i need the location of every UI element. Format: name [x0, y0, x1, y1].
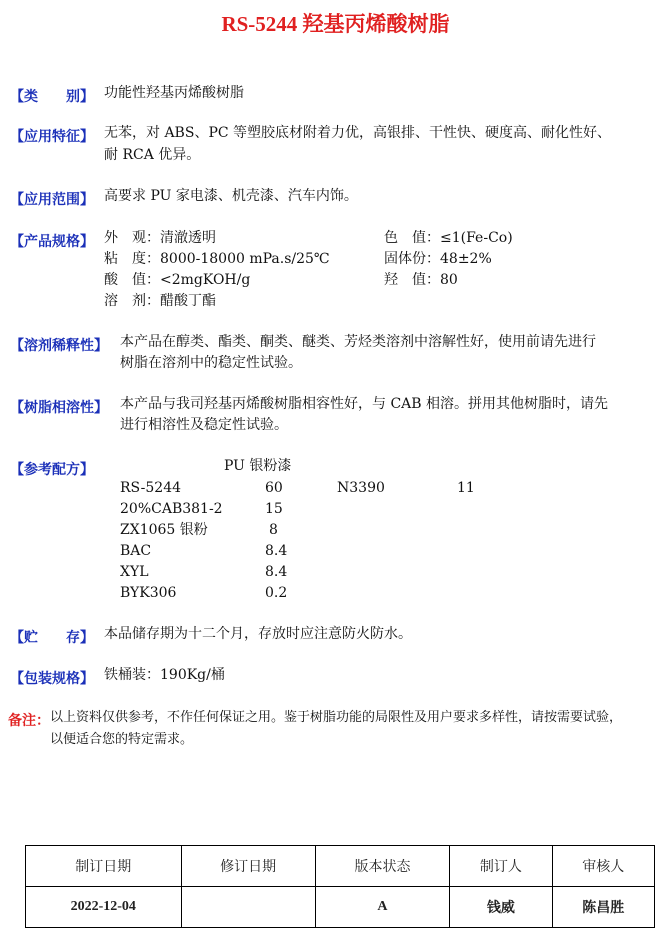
header-version: 版本状态: [315, 846, 449, 887]
spec-hydroxyl: 羟 值：80: [384, 272, 458, 288]
packing-label: 【包装规格】: [10, 671, 94, 687]
formula-row-5-name: XYL: [120, 564, 149, 580]
header-reviewer: 审核人: [552, 846, 654, 887]
compat-line1: 本产品与我司羟基丙烯酸树脂相容性好，与 CAB 相溶。拼用其他树脂时，请先: [120, 396, 609, 412]
storage-label: 【贮 存】: [10, 630, 94, 646]
formula-heading: PU 银粉漆: [224, 458, 292, 474]
formula-row-1-amount: 60: [265, 480, 283, 496]
header-author: 制订人: [450, 846, 552, 887]
features-line1: 无苯，对 ABS、PC 等塑胶底材附着力优，高银排、干性快、硬度高、耐化性好、: [104, 125, 612, 141]
formula-row-2-amount: 15: [265, 501, 283, 517]
value-author: 钱威: [450, 887, 552, 928]
formula-row-6-amount: 0.2: [265, 585, 288, 601]
spec-viscosity: 粘 度：8000-18000 mPa.s/25℃: [104, 251, 330, 267]
formula-row-1-name: RS-5244: [120, 480, 182, 496]
value-revision-date: [181, 887, 315, 928]
formula-row-3-amount: 8: [269, 522, 278, 538]
document-title: RS-5244 羟基丙烯酸树脂: [221, 12, 450, 36]
packing-value: 铁桶装：190Kg/桶: [104, 667, 225, 683]
spec-color: 色 值：≤1(Fe-Co): [384, 230, 513, 246]
formula-row-6-name: BYK306: [120, 585, 177, 601]
spec-solids: 固体份：48±2%: [384, 251, 492, 267]
compat-line2: 进行相溶性及稳定性试验。: [120, 417, 288, 433]
value-issue-date: 2022-12-04: [26, 887, 182, 928]
revision-table: [25, 845, 655, 928]
scope-label: 【应用范围】: [10, 192, 94, 208]
header-revision-date: 修订日期: [181, 846, 315, 887]
formula-row-2-name: 20%CAB381-2: [120, 501, 223, 517]
note-line1: 以上资料仅供参考，不作任何保证之用。鉴于树脂功能的局限性及用户要求多样性，请按需要试验，: [50, 710, 623, 725]
formula-row-1-amount2: 11: [457, 480, 475, 496]
revision-table-value-row: [26, 887, 655, 928]
note-line2: 以便适合您的特定需求。: [50, 732, 194, 747]
spec-acid: 酸 值：<2mgKOH/g: [104, 272, 251, 288]
spec-appearance: 外 观：清澈透明: [104, 230, 216, 246]
specs-label: 【产品规格】: [10, 234, 94, 250]
value-reviewer: 陈昌胜: [552, 887, 654, 928]
revision-table-header-row: [26, 846, 655, 887]
formula-row-4-amount: 8.4: [265, 543, 288, 559]
compat-label: 【树脂相溶性】: [10, 400, 108, 416]
formula-row-4-name: BAC: [120, 543, 152, 559]
header-issue-date: 制订日期: [26, 846, 182, 887]
dilution-line1: 本产品在醇类、酯类、酮类、醚类、芳烃类溶剂中溶解性好，使用前请先进行: [120, 334, 596, 350]
features-label: 【应用特征】: [10, 129, 94, 145]
category-value: 功能性羟基丙烯酸树脂: [104, 85, 244, 101]
dilution-line2: 树脂在溶剂中的稳定性试验。: [120, 355, 302, 371]
value-version: A: [315, 887, 449, 928]
dilution-label: 【溶剂稀释性】: [10, 338, 108, 354]
formula-label: 【参考配方】: [10, 462, 94, 478]
note-label: 备注：: [8, 713, 50, 729]
formula-row-1-name2: N3390: [337, 480, 385, 496]
formula-row-3-name: ZX1065 银粉: [120, 522, 208, 538]
features-line2: 耐 RCA 优异。: [104, 147, 201, 163]
scope-value: 高要求 PU 家电漆、机壳漆、汽车内饰。: [104, 188, 358, 204]
formula-row-5-amount: 8.4: [265, 564, 288, 580]
storage-value: 本品储存期为十二个月，存放时应注意防火防水。: [104, 626, 412, 642]
category-label: 【类 别】: [10, 89, 94, 105]
spec-solvent: 溶 剂：醋酸丁酯: [104, 293, 216, 309]
